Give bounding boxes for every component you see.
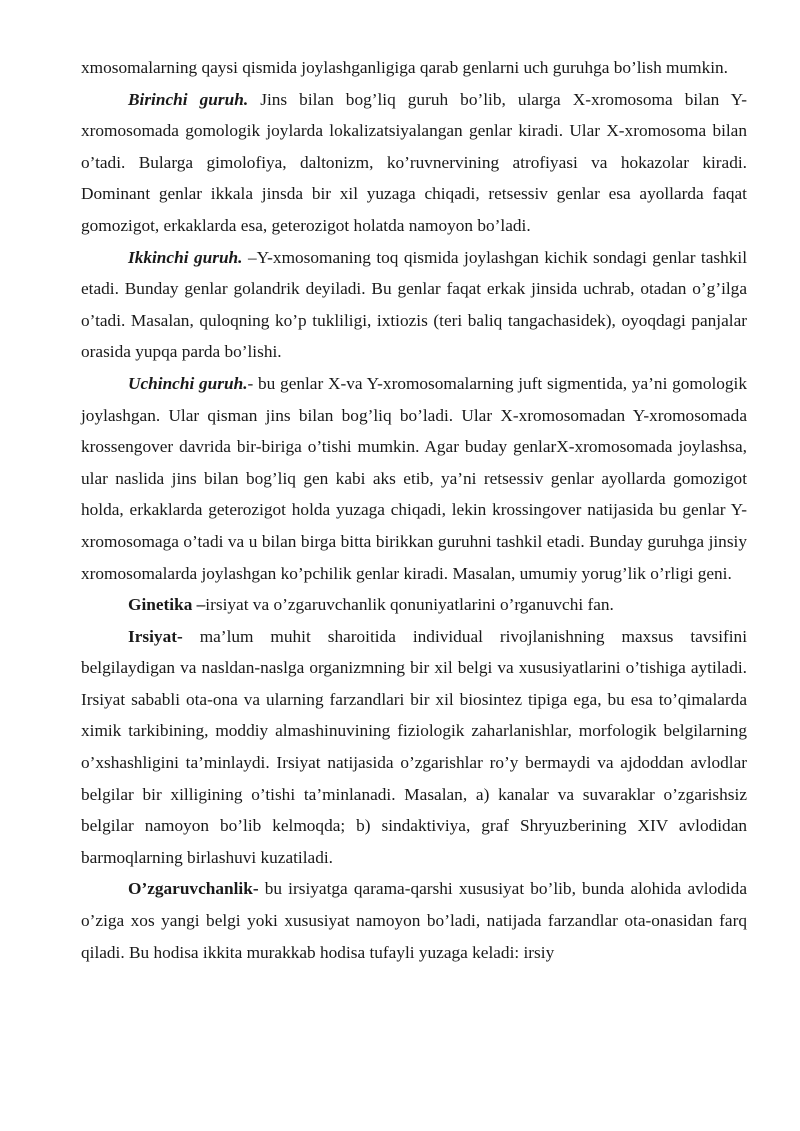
paragraph-text: Jins bilan bog’liq guruh bo’lib, ularga X-xromosoma bilan Y-xromosomada gomologik joylarda lokalizatsiyalangan genlar kiradi. Ular X-xromosoma bilan o’tadi. Bularga gimolofiya, daltonizm, ko’ruvnervining atrofiyasi va hokazolar kiradi. Dominant genlar ikkala jinsda bir xil yuzaga chiqadi, retsessiv genlar esa ayollarda faqat gomozigot, erkaklarda esa, geterozigot holatda namoyon bo’ladi. xyxy=(81,89,747,235)
paragraph-text: bu irsiyatga qarama-qarshi xususiyat bo’lib, bunda alohida avlodida o’ziga xos yangi belgi yoki xususiyat namoyon bo’ladi, natijada farzandlar ota-onasidan farq qiladi. Bu hodisa ikkita murakkab hodisa tufayli yuzaga keladi: irsiy xyxy=(81,879,747,962)
paragraph-first-group xyxy=(81,84,747,242)
document-page xyxy=(81,52,747,968)
paragraph-text: –Y-xmosomaning toq qismida joylashgan kichik sondagi genlar tashkil etadi. Bunday genlar golandrik deyiladi. Bu genlar faqat erkak jinsida uchrab, otadan o’g’ilga o’tadi. Masalan, quloqning ko’p tukliligi, ixtiozis (teri baliq tangachasidek), oyoqdagi panjalar orasida yupqa parda bo’lishi. xyxy=(81,247,747,362)
term-heredity: Irsiyat- xyxy=(128,626,183,646)
paragraph-text: - bu genlar X-va Y-xromosomalarning juft sigmentida, ya’ni gomologik joylashgan. Ular qisman jins bilan bog’liq bo’ladi. Ular X-xromosomadan Y-xromosomada krossengover davrida bir-biriga o’tishi mumkin. Agar buday genlarX-xromosomada joylashsa, ular naslida jins bilan bog’liq gen kabi aks etib, ya’ni retsessiv genlar ayollarda gomozigot holda, erkaklarda geterozigot holda yuzaga chiqadi, lekin krossingover natijasida bu genlar Y-xromosomaga o’tadi va u bilan birga bitta birikkan guruhni tashkil etadi. Bunday guruhga jinsiy xromosomalarda joylashgan ko’pchilik genlar kiradi. Masalan, umumiy yorug’lik o’rligi geni. xyxy=(81,373,747,583)
paragraph-second-group xyxy=(81,242,747,368)
paragraph-heredity xyxy=(81,621,747,874)
term-second-group: Ikkinchi guruh. xyxy=(128,247,243,267)
paragraph-intro xyxy=(81,52,747,84)
paragraph-text: irsiyat va o’zgaruvchanlik qonuniyatlarini o’rganuvchi fan. xyxy=(205,595,614,615)
term-third-group: Uchinchi guruh. xyxy=(128,373,248,393)
term-variability: O’zgaruvchanlik- xyxy=(128,879,259,899)
paragraph-text: xmosomalarning qaysi qismida joylashganligiga qarab genlarni uch guruhga bo’lish mumkin. xyxy=(81,58,728,77)
term-genetics: Ginetika – xyxy=(128,595,206,615)
paragraph-genetics xyxy=(81,589,747,621)
paragraph-third-group xyxy=(81,368,747,589)
paragraph-variability xyxy=(81,873,747,968)
term-first-group: Birinchi guruh. xyxy=(128,89,249,109)
paragraph-text: ma’lum muhit sharoitida individual rivojlanishning maxsus tavsifini belgilaydigan va nasldan-naslga organizmning bir xil belgi va xususiyatlarini o’tishiga aytiladi. Irsiyat sababli ota-ona va ularning farzandlari bir xil biosintez tipiga ega, bu esa to’qimalarda ximik tarkibining, moddiy almashinuvining fiziologik zaharlanishlar, morfologik belgilarning o’xshashligini ta’minlaydi. Irsiyat natijasida o’zgarishlar ro’y bermaydi va ajdoddan avlodlar belgilar bir xilligining o’tishi ta’minlanadi. Masalan, a) kanalar va suvaraklar o’zgarishsiz belgilar namoyon bo’lib kelmoqda; b) sindaktiviya, graf Shryuzberining XIV avlodidan barmoqlarning birlashuvi kuzatiladi. xyxy=(81,626,747,867)
